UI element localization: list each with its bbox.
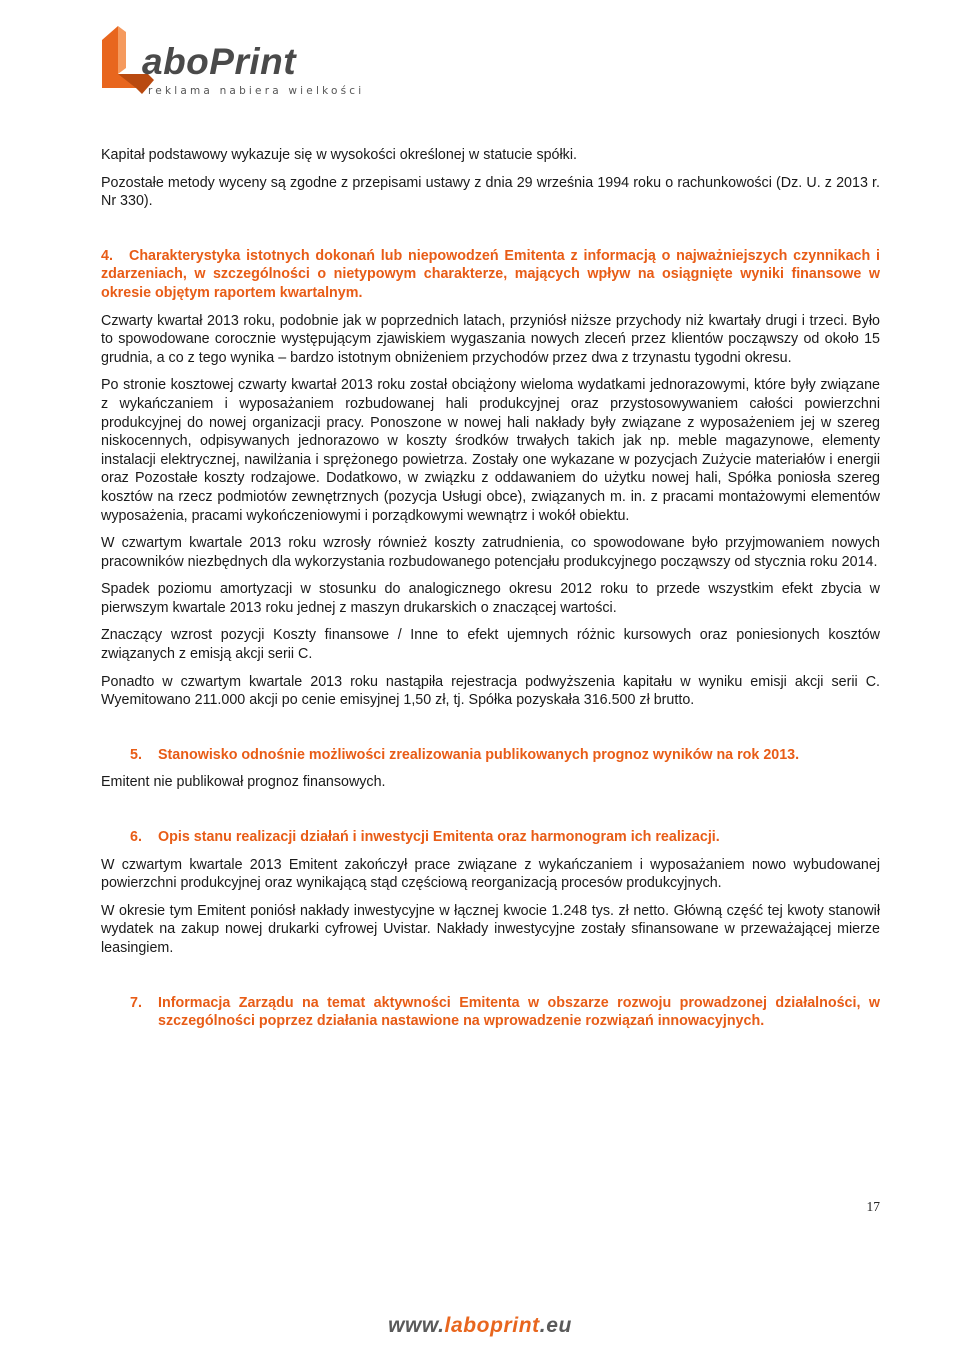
section-4-paragraph-6: Ponadto w czwartym kwartale 2013 roku nastąpiła rejestracja podwyższenia kapitału w wyniku emisji akcji serii C. Wyemitowano 211.000 akcji po cenie emisyjnej 1,50 zł, tj. Spółka pozyskała 316.500 zł brutto. bbox=[101, 673, 880, 709]
section-6-paragraph-1: W czwartym kwartale 2013 Emitent zakończył prace związane z wykańczaniem i wyposażaniem nowo wybudowanej powierzchni produkcyjnej oraz wynikającą stąd częściową reorganizacją procesów produkcyjnych. bbox=[101, 856, 880, 892]
footer-url-brand: laboprint bbox=[444, 1314, 540, 1337]
company-logo bbox=[88, 22, 365, 100]
section-4-paragraph-4: Spadek poziomu amortyzacji w stosunku do analogicznego okresu 2012 roku to przede wszystkim efekt zbycia w pierwszym kwartale 2013 roku jednej z maszyn drukarskich o znaczącej wartości. bbox=[101, 581, 880, 616]
section-6-heading bbox=[101, 828, 880, 847]
intro-paragraph-1: Kapitał podstawowy wykazuje się w wysokości określonej w statucie spółki. bbox=[101, 147, 577, 163]
intro-paragraph-2: Pozostałe metody wyceny są zgodne z przepisami ustawy z dnia 29 września 1994 roku o rachunkowości (Dz. U. z 2013 r. Nr 330). bbox=[101, 174, 880, 210]
section-4-heading bbox=[101, 247, 880, 303]
section-5-title: Stanowisko odnośnie możliwości zrealizowania publikowanych prognoz wyników na rok 2013. bbox=[158, 746, 800, 763]
footer-url-suffix: .eu bbox=[539, 1314, 572, 1337]
section-6-title: Opis stanu realizacji działań i inwestycji Emitenta oraz harmonogram ich realizacji. bbox=[158, 829, 720, 846]
section-4-number: 4. bbox=[101, 247, 113, 264]
footer-url-prefix: www. bbox=[388, 1314, 445, 1337]
section-4-paragraph-3: W czwartym kwartale 2013 roku wzrosły również koszty zatrudnienia, co spowodowane było przyjmowaniem nowych pracowników niezbędnych dla wykorzystania rozbudowanego potencjału produkcyjnego począwszy od stycznia roku 2014. bbox=[101, 535, 880, 570]
section-6-paragraph-2: W okresie tym Emitent poniósł nakłady inwestycyjne w łącznej kwocie 1.248 tys. zł netto. Główną część tej kwoty stanowił wydatek na zakup nowej drukarki cyfrowej Uvistar. Nakłady inwestycyjne zostały sfinansowane w przeważającej mierze leasingiem. bbox=[101, 902, 880, 956]
page-number: 17 bbox=[866, 1199, 880, 1214]
document-body bbox=[101, 146, 880, 1031]
section-5-heading bbox=[101, 746, 880, 765]
section-7-number: 7. bbox=[130, 994, 142, 1011]
section-7-title: Informacja Zarządu na temat aktywności Emitenta w obszarze rozwoju prowadzonej działalności, w szczególności poprzez działania nastawione na wprowadzenie rozwiązań innowacyjnych. bbox=[158, 994, 880, 1030]
footer-website-url bbox=[0, 1313, 960, 1339]
logo-wordmark: aboPrint bbox=[142, 41, 297, 82]
section-4-title: Charakterystyka istotnych dokonań lub niepowodzeń Emitenta z informacją o najważniejszych czynnikach i zdarzeniach, w szczególności o nietypowym charakterze, mających wpływ na osiągnięte wyniki finansowe w okresie objętym raportem kwartalnym. bbox=[101, 247, 880, 301]
section-4-paragraph-1: Czwarty kwartał 2013 roku, podobnie jak w poprzednich latach, przyniósł niższe przychody niż kwartały drugi i trzeci. Było to spowodowane corocznie występującym zjawiskiem wygaszania nowych zleceń przez klientów począwszy od około 15 grudnia, a co z tego wynika – bardzo istotnym obniżeniem przychodów przez dwa z trzynastu tygodni okresu. bbox=[101, 312, 880, 366]
section-5-number: 5. bbox=[130, 746, 142, 763]
section-5-paragraph-1: Emitent nie publikował prognoz finansowych. bbox=[101, 774, 386, 791]
section-4-paragraph-2: Po stronie kosztowej czwarty kwartał 2013 roku został obciążony wieloma wydatkami jednorazowymi, które były związane z wykańczaniem i wyposażaniem rozbudowanej hali produkcyjnej oraz przystosowywaniem całości powierzchni produkcyjnej do nowej organizacji pracy. Ponoszone w nowej hali nakłady były związane z wyposażeniem jej w szereg niskocennych, odpisywanych jednorazowo w koszty środków trwałych takich jak np. meble magazynowe, elementy instalacji elektrycznej, nawilżania i sprężonego powietrza. Zostały one wykazane w pozycjach Zużycie materiałów i energii oraz Pozostałe koszty rodzajowe. Dodatkowo, w związku z oddawaniem do użytku nowej hali, Spółka poniosła szereg kosztów na rzecz podmiotów zewnętrznych (pozycja Usługi obce), związanych m. in. z pracami montażowymi elementów wyposażenia, pracami wykończeniowymi i porządkowymi wewnątrz i wokół obiektu. bbox=[101, 377, 880, 524]
section-6-number: 6. bbox=[130, 829, 142, 846]
section-7-heading bbox=[101, 994, 880, 1031]
logo-tagline: reklama nabiera wielkości bbox=[148, 85, 365, 97]
section-4-paragraph-5: Znaczący wzrost pozycji Koszty finansowe / Inne to efekt ujemnych różnic kursowych oraz poniesionych kosztów związanych z emisją akcji serii C. bbox=[101, 627, 880, 663]
